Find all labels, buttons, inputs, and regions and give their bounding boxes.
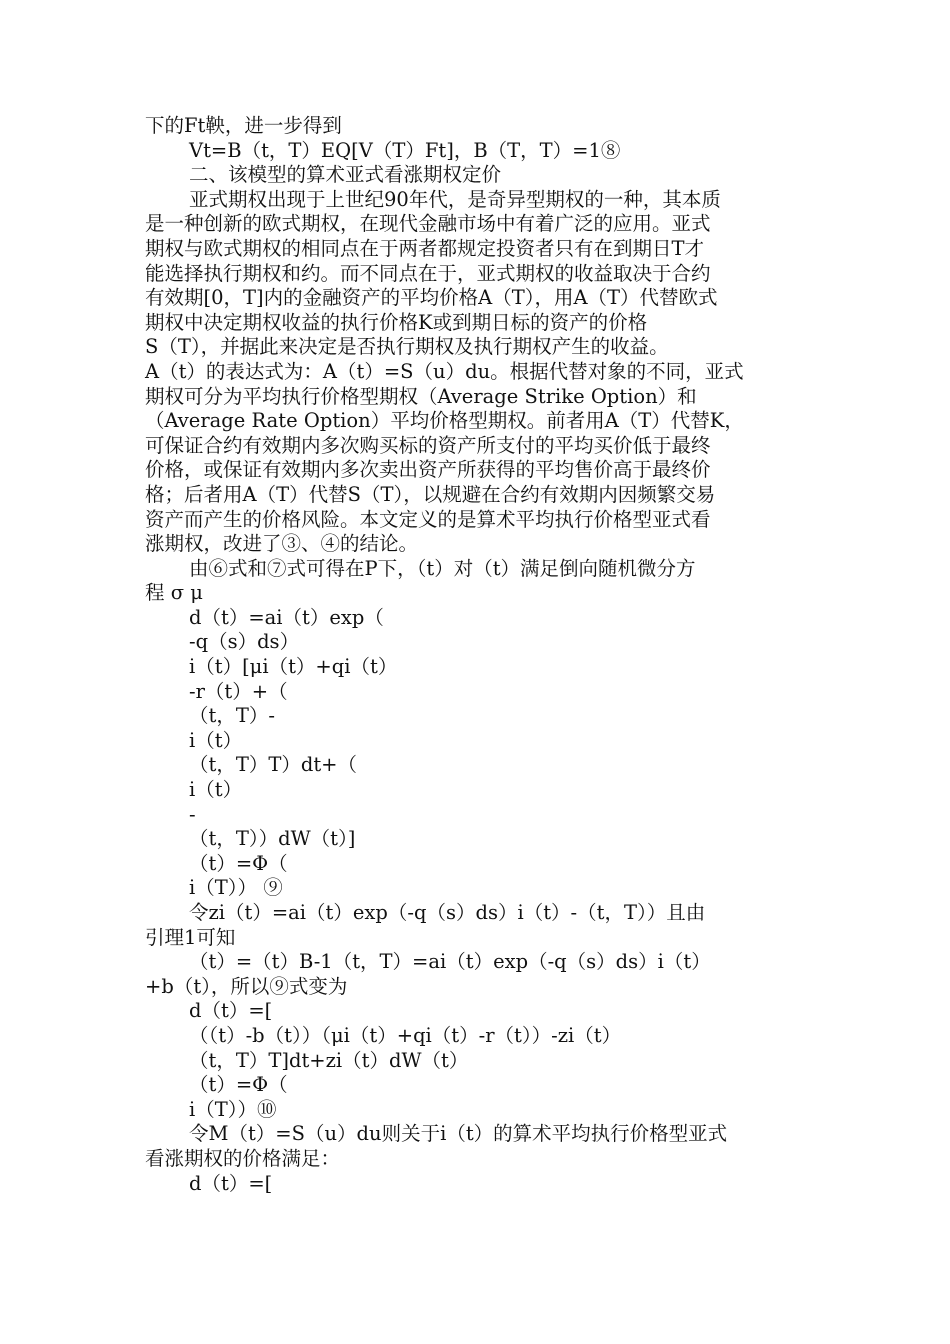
text-line: 二、该模型的算术亚式看涨期权定价 [189, 163, 502, 187]
text-line: （t）=Φ（ [189, 1073, 288, 1097]
text-line: （t，T））dW（t）] [189, 827, 356, 851]
text-line: i（t）[μi（t）+qi（t） [189, 655, 398, 679]
text-line: 格；后者用A（T）代替S（T），以规避在合约有效期内因频繁交易 [145, 482, 716, 506]
text-line: 引理1可知 [145, 925, 236, 949]
text-line: （（t）-b（t））（μi（t）+qi（t）-r（t））-zi（t） [189, 1023, 622, 1047]
text-line: 价格，或保证有效期内多次卖出资产所获得的平均售价高于最终价 [145, 458, 711, 482]
text-line: d（t）=[ [189, 1171, 273, 1195]
text-line: （t）=Φ（ [189, 851, 288, 875]
text-line: 期权可分为平均执行价格型期权（Average Strike Option）和 [145, 384, 697, 408]
text-line: +b（t），所以⑨式变为 [145, 974, 348, 998]
text-line: 可保证合约有效期内多次购买标的资产所支付的平均买价低于最终 [145, 433, 711, 457]
text-line: （Average Rate Option）平均价格型期权。前者用A（T）代替K， [145, 409, 744, 433]
text-line: 亚式期权出现于上世纪90年代，是奇异型期权的一种，其本质 [189, 187, 721, 211]
text-line: （t，T）- [189, 704, 275, 728]
text-line: （t）=（t）B-1（t，T）=ai（t）exp（-q（s）ds）i（t） [189, 950, 711, 974]
text-line: 令zi（t）=ai（t）exp（-q（s）ds）i（t）-（t，T））且由 [189, 901, 706, 924]
text-line: i（t） [189, 728, 243, 752]
text-line: S（T），并据此来决定是否执行期权及执行期权产生的收益。 [145, 335, 669, 359]
text-line: 下的Ft鞅，进一步得到 [145, 114, 342, 137]
text-line: 看涨期权的价格满足： [145, 1146, 341, 1170]
text-line: 有效期[0，T]内的金融资产的平均价格A（T），用A（T）代替欧式 [145, 286, 718, 310]
text-line: 由⑥式和⑦式可得在P下，（t）对（t）满足倒向随机微分方 [189, 556, 696, 580]
text-line: d（t）=ai（t）exp（ [189, 605, 384, 629]
text-line: - [189, 802, 196, 826]
text-line: d（t）=[ [189, 999, 273, 1023]
text-line: -q（s）ds） [189, 630, 300, 654]
text-line: 程 σ μ [145, 581, 203, 605]
text-line: （t，T）T）dt+（ [189, 753, 358, 777]
text-line: i（T）） ⑨ [189, 876, 283, 900]
text-line: 能选择执行期权和约。而不同点在于，亚式期权的收益取决于合约 [145, 261, 711, 285]
text-line: 期权中决定期权收益的执行价格K或到期日标的资产的价格 [145, 310, 648, 334]
text-line: （t，T）T]dt+zi（t）dW（t） [189, 1048, 469, 1072]
text-line: 期权与欧式期权的相同点在于两者都规定投资者只有在到期日T才 [145, 236, 705, 260]
document-body [145, 114, 810, 1196]
text-line: 涨期权，改进了③、④的结论。 [145, 532, 419, 556]
text-line: A（t）的表达式为：A（t）=S（u）du。根据代替对象的不同，亚式 [145, 359, 744, 383]
text-line: Vt=B（t，T）EQ[V（T）Ft]，B（T，T）=1⑧ [189, 138, 621, 162]
text-line: i（T））⑩ [189, 1097, 277, 1121]
text-line: -r（t）+（ [189, 679, 288, 703]
text-line: 是一种创新的欧式期权，在现代金融市场中有着广泛的应用。亚式 [145, 212, 711, 236]
text-line: 资产而产生的价格风险。本文定义的是算术平均执行价格型亚式看 [145, 507, 711, 531]
text-line: i（t） [189, 778, 243, 802]
text-line: 令M（t）=S（u）du则关于i（t）的算术平均执行价格型亚式 [189, 1122, 728, 1146]
